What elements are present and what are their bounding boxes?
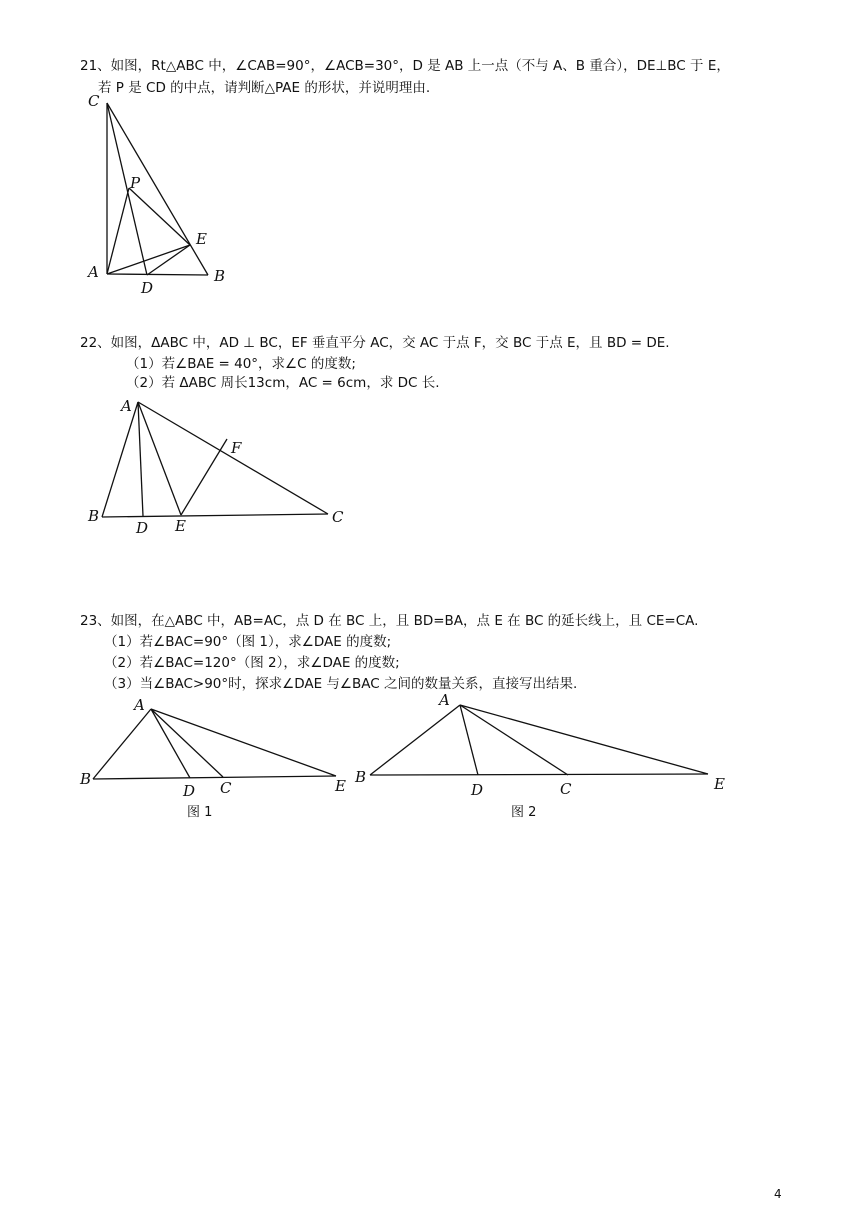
p22-segment-EF <box>181 439 227 515</box>
p23-fig2-segment-BE <box>370 774 708 775</box>
p21-segment-AB <box>107 274 208 275</box>
p23-fig2-label-B: B <box>355 768 367 786</box>
p23-fig1-segment-AD <box>151 709 190 778</box>
p23-figure-1 <box>78 695 358 800</box>
p23-fig1-label-A: A <box>134 696 145 714</box>
p23-fig1-segment-BE <box>93 776 336 779</box>
p23-question-3: （3）当∠BAC>90°时，探求∠DAE 与∠BAC 之间的数量关系，直接写出结果. <box>104 676 578 692</box>
p23-question-2: （2）若∠BAC=120°（图 2），求∠DAE 的度数; <box>104 655 400 671</box>
p23-fig2-label-A: A <box>439 691 450 709</box>
p23-question-1: （1）若∠BAC=90°（图 1），求∠DAE 的度数; <box>104 634 392 650</box>
p23-fig2-segment-AB <box>370 705 460 775</box>
p22-segment-AB <box>102 402 138 517</box>
p22-label-F: F <box>231 439 242 457</box>
p23-fig1-label-E: E <box>335 777 346 795</box>
p22-stem: 22、如图，ΔABC 中，AD ⊥ BC，EF 垂直平分 AC，交 AC 于点 F，交 BC 于点 E，且 BD = DE. <box>80 335 670 351</box>
p21-label-A: A <box>88 263 99 281</box>
p22-label-B: B <box>88 507 100 525</box>
p21-segment-CB <box>107 103 208 275</box>
p22-segment-AD <box>138 402 143 516</box>
p23-fig1-segment-AB <box>93 709 151 779</box>
p23-figure-2 <box>352 690 742 800</box>
p22-label-C: C <box>332 508 344 526</box>
p22-question-1: （1）若∠BAE = 40°，求∠C 的度数; <box>126 356 356 372</box>
p23-fig2-segment-AC <box>460 705 568 775</box>
p21-label-C: C <box>88 92 100 110</box>
p23-stem: 23、如图，在△ABC 中，AB=AC，点 D 在 BC 上，且 BD=BA，点 E 在 BC 的延长线上，且 CE=CA. <box>80 613 699 629</box>
p21-stem-line1: 21、如图，Rt△ABC 中，∠CAB=90°，∠ACB=30°，D 是 AB 上一点（不与 A、B 重合），DE⊥BC 于 E， <box>80 58 730 74</box>
p22-segment-AE <box>138 402 181 515</box>
p22-segment-AC <box>138 402 328 514</box>
p23-fig2-caption: 图 2 <box>511 805 537 820</box>
p21-label-E: E <box>196 230 207 248</box>
p23-fig1-label-D: D <box>183 782 196 800</box>
p21-label-D: D <box>141 279 154 297</box>
p21-figure <box>80 90 250 305</box>
p23-fig1-segment-AC <box>151 709 223 777</box>
p23-fig1-segment-AE <box>151 709 336 776</box>
page-number: 4 <box>774 1187 782 1201</box>
p23-fig1-label-C: C <box>220 779 232 797</box>
p22-label-E: E <box>175 517 186 535</box>
p22-label-D: D <box>136 519 149 537</box>
p23-fig2-label-C: C <box>560 780 572 798</box>
p22-segment-BC <box>102 514 328 517</box>
p23-fig2-label-D: D <box>471 781 484 799</box>
p21-segment-AP <box>107 188 129 274</box>
p21-segment-AE <box>107 245 190 274</box>
p21-stem-line2: 若 P 是 CD 的中点，请判断△PAE 的形状，并说明理由. <box>98 80 431 96</box>
p21-segment-DE <box>147 245 190 275</box>
p21-label-B: B <box>214 267 226 285</box>
p21-label-P: P <box>130 174 141 192</box>
p22-question-2: （2）若 ΔABC 周长13cm，AC = 6cm，求 DC 长. <box>126 375 440 391</box>
p23-fig2-segment-AE <box>460 705 708 774</box>
p23-fig2-label-E: E <box>714 775 725 793</box>
p22-label-A: A <box>121 397 132 415</box>
p23-fig1-caption: 图 1 <box>187 805 213 820</box>
p23-fig1-label-B: B <box>80 770 92 788</box>
p22-figure <box>80 392 370 542</box>
